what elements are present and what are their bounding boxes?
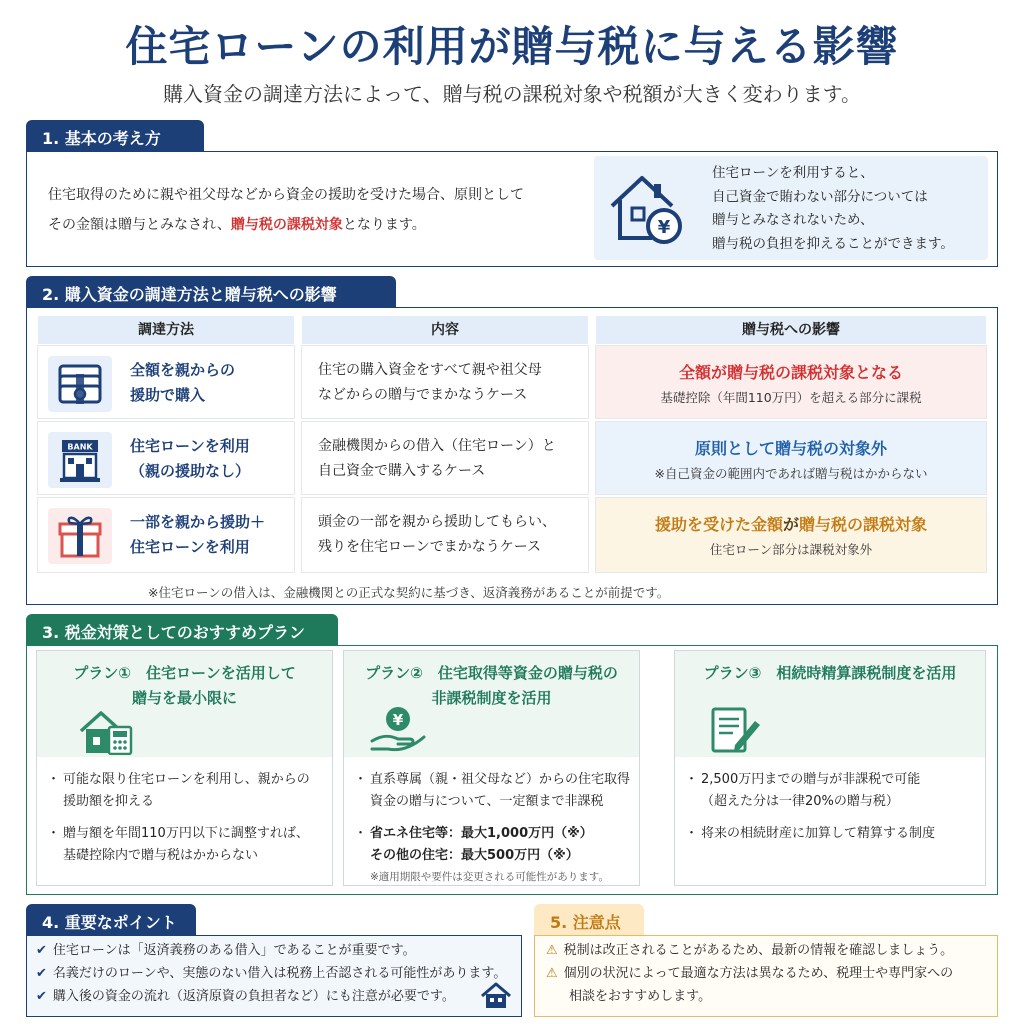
- content-text-line: 自己資金で購入するケース: [318, 463, 486, 479]
- method-label-line: 住宅ローンを利用: [130, 437, 250, 455]
- section1-note-line: 自己資金で賄わない部分については: [712, 188, 928, 205]
- plan-bullet-line: その他の住宅：最大500万円（※）: [370, 848, 579, 863]
- caution-item: [546, 939, 953, 962]
- content-text-line: 金融機関からの借入（住宅ローン）と: [318, 438, 556, 454]
- svg-text:¥: ¥: [392, 711, 404, 729]
- plan-number: プラン②: [365, 664, 423, 682]
- plan-bullet-line: ・ 2,500万円までの贈与が非課税で可能: [701, 772, 921, 787]
- effect-main-part: 贈与税の課税対象となる: [727, 363, 904, 382]
- table-row-effect: [596, 498, 986, 572]
- section3-heading: 3. 税金対策としてのおすすめプラン: [26, 614, 338, 646]
- section1-text-highlight: 贈与税の課税対象: [230, 217, 343, 233]
- content-text-line: などからの贈与でまかなうケース: [318, 387, 528, 403]
- svg-text:¥: ¥: [657, 217, 671, 238]
- effect-sub: 基礎控除（年間110万円）を超える部分に課税: [660, 390, 922, 405]
- effect-main-part: 贈与税の課税対象: [799, 515, 928, 534]
- content-text: [318, 434, 556, 484]
- section1-text-post: となります。: [342, 217, 426, 233]
- effect-main-part: を受けた金額: [686, 515, 783, 534]
- plan-body: [51, 769, 326, 877]
- check-icon: ✔: [36, 943, 47, 958]
- page-subtitle: 購入資金の調達方法によって、贈与税の課税対象や税額が大きく変わります。: [163, 82, 861, 106]
- method-label-line: 全額を親からの: [130, 361, 236, 379]
- content-text-line: 残りを住宅ローンでまかなうケース: [318, 539, 542, 555]
- effect-main-part: 援助: [654, 515, 687, 534]
- page-title: 住宅ローンの利用が贈与税に与える影響: [125, 22, 899, 71]
- point-text: 購入後の資金の流れ（返済原資の負担者など）にも注意が必要です。: [52, 989, 455, 1004]
- column-header-content: 内容: [302, 316, 588, 344]
- section1-text-line2: [48, 210, 588, 240]
- plan-bullet-line: ・ 直系尊属（親・祖父母など）からの住宅取得: [370, 772, 631, 787]
- bank-icon-text: BANK: [67, 442, 93, 452]
- plan-bullet-line: ・ 省エネ住宅等：最大1,000万円（※）: [370, 826, 593, 841]
- method-label-line: （親の援助なし）: [130, 462, 251, 480]
- table-note: ※住宅ローンの借入は、金融機関との正式な契約に基づき、返済義務があることが前提です。: [148, 585, 670, 600]
- effect-main: [596, 512, 986, 535]
- caution-text-cont: 相談をおすすめします。: [569, 989, 712, 1004]
- warning-icon: ⚠: [546, 943, 558, 958]
- check-icon: ✔: [36, 966, 47, 981]
- point-item: [36, 939, 416, 962]
- plan-card-3: [674, 650, 986, 886]
- plan-title-line: 贈与を最小限に: [131, 689, 237, 707]
- section1-note-line: 贈与税の負担を抑えることができます。: [712, 235, 954, 252]
- method-label-line: 住宅ローンを利用: [130, 538, 250, 556]
- effect-main-part: が: [710, 363, 727, 382]
- table-row-effect: [596, 346, 986, 418]
- method-label: [130, 434, 250, 484]
- content-text: [318, 358, 542, 408]
- plan-title: [37, 661, 332, 711]
- section1-text-pre: その金額は贈与とみなされ、: [48, 217, 231, 233]
- gift-icon: [48, 508, 112, 564]
- effect-main-part: が: [783, 515, 800, 534]
- plan-body: [358, 769, 633, 885]
- plan-title-line: [344, 661, 639, 686]
- plan-bullet: [51, 769, 326, 813]
- plan-bullet-line: ・ 将来の相続財産に加算して精算する制度: [701, 826, 936, 841]
- plan-bullet-line: ・ 可能な限り住宅ローンを利用し、親からの: [63, 772, 310, 787]
- plan-title-line: 非課税制度を活用: [431, 689, 552, 707]
- plan-bullet-line: ・ 贈与額を年間110万円以下に調整すれば、: [63, 826, 309, 841]
- plan-bullet-line: 基礎控除内で贈与税はかからない: [63, 848, 259, 863]
- content-text-line: 頭金の一部を親から援助してもらい、: [318, 514, 556, 530]
- table-row-method: [38, 498, 294, 572]
- effect-main-part: 全額: [678, 363, 711, 382]
- plan-bullet-line: （超えた分は一律20%の贈与税）: [701, 794, 899, 809]
- check-icon: ✔: [36, 989, 47, 1004]
- section1-heading: 1. 基本の考え方: [26, 120, 204, 152]
- point-item: [36, 985, 455, 1008]
- effect-sub: ※自己資金の範囲内であれば贈与税はかからない: [654, 466, 928, 481]
- house-yen-icon: [606, 170, 686, 250]
- column-header-method: 調達方法: [38, 316, 294, 344]
- document-pen-icon: [709, 705, 765, 759]
- plan-number: プラン①: [73, 664, 131, 682]
- section1-note-line: 住宅ローンを利用すると、: [712, 165, 874, 181]
- content-text: [318, 510, 556, 560]
- section1-note-line: 贈与とみなされないため、: [712, 212, 874, 228]
- effect-main-part: 原則として贈与税の対象外: [694, 439, 887, 458]
- effect-main: [596, 360, 986, 383]
- plan-title: [344, 661, 639, 711]
- method-label-line: 一部を親から援助＋: [130, 513, 266, 531]
- cash-bundle-icon: [48, 356, 112, 412]
- section2-heading: 2. 購入資金の調達方法と贈与税への影響: [26, 276, 396, 308]
- method-label-line: 援助で購入: [130, 386, 206, 404]
- plan-bullet: [689, 823, 964, 845]
- effect-sub: 住宅ローン部分は課税対象外: [709, 542, 873, 557]
- table-row-effect: [596, 422, 986, 494]
- column-header-effect: 贈与税への影響: [596, 316, 986, 344]
- warning-icon: ⚠: [546, 966, 558, 981]
- plan-title-text: 相続時精算課税制度を活用: [776, 664, 957, 682]
- plan-title-text: 住宅取得等資金の贈与税の: [437, 664, 618, 682]
- method-label: [130, 358, 235, 408]
- plan-card-1: [36, 650, 333, 886]
- plan-bullet: [358, 769, 633, 813]
- house-calculator-icon: [79, 709, 135, 759]
- section1-text: [48, 180, 588, 240]
- table-row-content: [302, 498, 588, 572]
- plan-bullet-line: 資金の贈与について、一定額まで非課税: [370, 794, 604, 809]
- plan-title-text: 住宅ローンを活用して: [146, 664, 296, 682]
- plan-bullet: [358, 823, 633, 867]
- table-row-content: [302, 346, 588, 418]
- plan-body: [689, 769, 964, 855]
- caution-text: 個別の状況によって最適な方法は異なるため、税理士や専門家への: [563, 966, 954, 981]
- section1-text-line1: 住宅取得のために親や祖父母などから資金の援助を受けた場合、原則として: [48, 187, 524, 203]
- plan-card-2: [343, 650, 640, 886]
- plan-bullet: [51, 823, 326, 867]
- section4-heading: 4. 重要なポイント: [26, 904, 196, 936]
- point-text: 名義だけのローンや、実態のない借入は税務上否認される可能性があります。: [52, 966, 507, 981]
- method-label: [130, 510, 265, 560]
- table-row-method: [38, 422, 294, 494]
- plan-title-line: [675, 661, 985, 686]
- effect-main: [596, 436, 986, 459]
- section5-heading: 5. 注意点: [534, 904, 644, 936]
- content-text-line: 住宅の購入資金をすべて親や祖父母: [318, 362, 542, 378]
- caution-text: 税制は改正されることがあるため、最新の情報を確認しましょう。: [563, 943, 954, 958]
- caution-item: [546, 962, 953, 985]
- bank-icon: [48, 432, 112, 488]
- table-row-content: [302, 422, 588, 494]
- plan-title-line: [37, 661, 332, 686]
- table-row-method: [38, 346, 294, 418]
- point-item: [36, 962, 506, 985]
- house-icon: [480, 982, 512, 1014]
- plan-title: [675, 661, 985, 686]
- plan-number: プラン③: [703, 664, 762, 682]
- plan-bullet-line: 援助額を抑える: [63, 794, 155, 809]
- point-text: 住宅ローンは「返済義務のある借入」であることが重要です。: [52, 943, 416, 958]
- plan-bullet: [689, 769, 964, 813]
- plan-small-note: ※適用期限や要件は変更される可能性があります。: [370, 871, 609, 883]
- yen-coin-hand-icon: [368, 705, 428, 757]
- section1-note: [712, 162, 982, 256]
